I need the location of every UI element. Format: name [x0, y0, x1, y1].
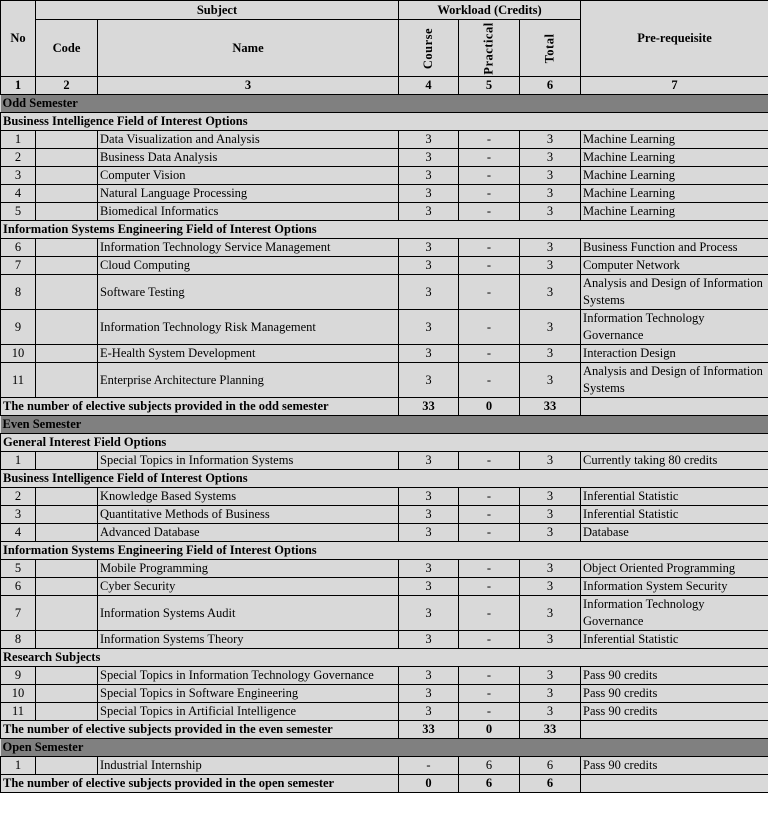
semester-title: Open Semester [1, 739, 768, 757]
total-credits-sum: 6 [520, 775, 581, 793]
row-number: 1 [1, 131, 36, 149]
prerequisite: Analysis and Design of Information Systems [581, 275, 768, 310]
subject-code [36, 345, 98, 363]
total-prerequisite-empty [581, 775, 768, 793]
prerequisite: Interaction Design [581, 345, 768, 363]
subject-name: Information Systems Theory [98, 631, 399, 649]
course-credits: 3 [399, 667, 459, 685]
total-credits: 3 [520, 524, 581, 542]
prerequisite: Machine Learning [581, 203, 768, 221]
practical-credits: - [459, 167, 520, 185]
course-credits: 3 [399, 631, 459, 649]
practical-credits: - [459, 310, 520, 345]
subject-name: Information Technology Service Management [98, 239, 399, 257]
table-row [1, 703, 768, 721]
subject-name: Industrial Internship [98, 757, 399, 775]
total-label: The number of elective subjects provided in the odd semester [1, 398, 399, 416]
subject-name: Special Topics in Information Technology Governance [98, 667, 399, 685]
total-credits: 3 [520, 203, 581, 221]
subject-code [36, 524, 98, 542]
row-number: 2 [1, 488, 36, 506]
prerequisite: Inferential Statistic [581, 506, 768, 524]
course-credits: 3 [399, 452, 459, 470]
table-row [1, 363, 768, 398]
prerequisite: Machine Learning [581, 167, 768, 185]
group-header-row [1, 221, 768, 239]
prerequisite: Business Function and Process [581, 239, 768, 257]
row-number: 10 [1, 685, 36, 703]
subject-code [36, 578, 98, 596]
total-practical-credits: 0 [459, 721, 520, 739]
course-credits: 3 [399, 703, 459, 721]
practical-credits: - [459, 275, 520, 310]
semester-title: Even Semester [1, 416, 768, 434]
semester-header-row [1, 95, 768, 113]
col-number: 1 [1, 77, 36, 95]
practical-credits: - [459, 578, 520, 596]
total-credits: 3 [520, 345, 581, 363]
subject-name: Advanced Database [98, 524, 399, 542]
semester-total-row [1, 398, 768, 416]
total-credits: 3 [520, 560, 581, 578]
total-credits: 3 [520, 596, 581, 631]
group-title: General Interest Field Options [1, 434, 768, 452]
col-number: 6 [520, 77, 581, 95]
prerequisite: Pass 90 credits [581, 685, 768, 703]
subject-code [36, 667, 98, 685]
subject-code [36, 452, 98, 470]
semester-total-row [1, 775, 768, 793]
subject-name: Biomedical Informatics [98, 203, 399, 221]
subject-name: Data Visualization and Analysis [98, 131, 399, 149]
subject-name: Software Testing [98, 275, 399, 310]
prerequisite: Pass 90 credits [581, 757, 768, 775]
total-credits: 3 [520, 703, 581, 721]
prerequisite: Machine Learning [581, 185, 768, 203]
total-prerequisite-empty [581, 398, 768, 416]
total-credits: 3 [520, 310, 581, 345]
subject-code [36, 167, 98, 185]
table-row [1, 275, 768, 310]
row-number: 1 [1, 452, 36, 470]
row-number: 9 [1, 310, 36, 345]
total-credits: 3 [520, 452, 581, 470]
practical-credits: - [459, 506, 520, 524]
course-credits: 3 [399, 185, 459, 203]
total-credits: 3 [520, 631, 581, 649]
table-row [1, 149, 768, 167]
group-header-row [1, 113, 768, 131]
row-number: 5 [1, 203, 36, 221]
header-prerequisite: Pre-requeisite [581, 1, 768, 77]
subject-name: Special Topics in Software Engineering [98, 685, 399, 703]
header-course: Course [399, 20, 459, 77]
table-row [1, 131, 768, 149]
table-row [1, 596, 768, 631]
row-number: 8 [1, 631, 36, 649]
course-credits: 3 [399, 524, 459, 542]
semester-total-row [1, 721, 768, 739]
total-credits: 3 [520, 275, 581, 310]
total-credits-sum: 33 [520, 721, 581, 739]
subject-name: Knowledge Based Systems [98, 488, 399, 506]
prerequisite: Computer Network [581, 257, 768, 275]
course-credits: 3 [399, 488, 459, 506]
course-credits: 3 [399, 203, 459, 221]
course-credits: 3 [399, 167, 459, 185]
header-total: Total [520, 20, 581, 77]
total-practical-credits: 0 [459, 398, 520, 416]
semester-header-row [1, 739, 768, 757]
course-credits: - [399, 757, 459, 775]
table-row [1, 524, 768, 542]
subject-code [36, 275, 98, 310]
subject-name: Business Data Analysis [98, 149, 399, 167]
practical-credits: - [459, 560, 520, 578]
course-credits: 3 [399, 275, 459, 310]
practical-credits: - [459, 631, 520, 649]
subject-name: Information Technology Risk Management [98, 310, 399, 345]
practical-credits: - [459, 363, 520, 398]
prerequisite: Inferential Statistic [581, 631, 768, 649]
header-subject: Subject [36, 1, 399, 20]
prerequisite: Analysis and Design of Information Systems [581, 363, 768, 398]
subject-name: Information Systems Audit [98, 596, 399, 631]
subject-name: Cloud Computing [98, 257, 399, 275]
table-row [1, 506, 768, 524]
table-row [1, 757, 768, 775]
table-row [1, 167, 768, 185]
total-course-credits: 33 [399, 398, 459, 416]
prerequisite: Pass 90 credits [581, 703, 768, 721]
table-row [1, 667, 768, 685]
subject-name: Natural Language Processing [98, 185, 399, 203]
total-prerequisite-empty [581, 721, 768, 739]
row-number: 3 [1, 506, 36, 524]
total-credits: 6 [520, 757, 581, 775]
total-credits: 3 [520, 578, 581, 596]
prerequisite: Machine Learning [581, 149, 768, 167]
total-credits: 3 [520, 185, 581, 203]
row-number: 1 [1, 757, 36, 775]
course-credits: 3 [399, 506, 459, 524]
total-credits: 3 [520, 667, 581, 685]
row-number: 5 [1, 560, 36, 578]
prerequisite: Information System Security [581, 578, 768, 596]
practical-credits: 6 [459, 757, 520, 775]
group-title: Information Systems Engineering Field of Interest Options [1, 221, 768, 239]
group-header-row [1, 470, 768, 488]
table-row [1, 203, 768, 221]
subject-code [36, 685, 98, 703]
semester-title: Odd Semester [1, 95, 768, 113]
subject-name: Cyber Security [98, 578, 399, 596]
prerequisite: Pass 90 credits [581, 667, 768, 685]
practical-credits: - [459, 667, 520, 685]
group-title: Research Subjects [1, 649, 768, 667]
course-credits: 3 [399, 239, 459, 257]
practical-credits: - [459, 257, 520, 275]
practical-credits: - [459, 596, 520, 631]
col-number: 7 [581, 77, 768, 95]
course-credits: 3 [399, 149, 459, 167]
subject-code [36, 257, 98, 275]
row-number: 8 [1, 275, 36, 310]
subject-code [36, 310, 98, 345]
course-credits: 3 [399, 257, 459, 275]
practical-credits: - [459, 703, 520, 721]
subject-name: Special Topics in Artificial Intelligence [98, 703, 399, 721]
prerequisite: Currently taking 80 credits [581, 452, 768, 470]
subject-code [36, 185, 98, 203]
group-header-row [1, 542, 768, 560]
total-credits: 3 [520, 488, 581, 506]
prerequisite: Inferential Statistic [581, 488, 768, 506]
course-credits: 3 [399, 578, 459, 596]
subject-name: Computer Vision [98, 167, 399, 185]
practical-credits: - [459, 685, 520, 703]
subject-code [36, 239, 98, 257]
group-title: Business Intelligence Field of Interest Options [1, 470, 768, 488]
subject-name: Quantitative Methods of Business [98, 506, 399, 524]
prerequisite: Machine Learning [581, 131, 768, 149]
row-number: 11 [1, 703, 36, 721]
subject-code [36, 488, 98, 506]
practical-credits: - [459, 149, 520, 167]
course-credits: 3 [399, 131, 459, 149]
table-row [1, 631, 768, 649]
total-credits: 3 [520, 685, 581, 703]
total-credits: 3 [520, 239, 581, 257]
total-course-credits: 33 [399, 721, 459, 739]
header-practical: Practical [459, 20, 520, 77]
course-credits: 3 [399, 685, 459, 703]
subject-code [36, 596, 98, 631]
table-row [1, 452, 768, 470]
col-number: 2 [36, 77, 98, 95]
group-title: Business Intelligence Field of Interest Options [1, 113, 768, 131]
subject-code [36, 703, 98, 721]
subject-name: E-Health System Development [98, 345, 399, 363]
subject-name: Enterprise Architecture Planning [98, 363, 399, 398]
semester-header-row [1, 416, 768, 434]
practical-credits: - [459, 239, 520, 257]
group-header-row [1, 649, 768, 667]
table-row [1, 310, 768, 345]
row-number: 9 [1, 667, 36, 685]
header-workload: Workload (Credits) [399, 1, 581, 20]
total-label: The number of elective subjects provided in the open semester [1, 775, 399, 793]
subject-name: Mobile Programming [98, 560, 399, 578]
table-row [1, 257, 768, 275]
prerequisite: Database [581, 524, 768, 542]
course-credits: 3 [399, 345, 459, 363]
table-row [1, 560, 768, 578]
course-credits: 3 [399, 596, 459, 631]
table-row [1, 185, 768, 203]
table-row [1, 488, 768, 506]
row-number: 7 [1, 257, 36, 275]
total-credits: 3 [520, 167, 581, 185]
total-label: The number of elective subjects provided in the even semester [1, 721, 399, 739]
subject-code [36, 757, 98, 775]
table-row [1, 345, 768, 363]
practical-credits: - [459, 345, 520, 363]
total-credits-sum: 33 [520, 398, 581, 416]
table-row [1, 578, 768, 596]
total-practical-credits: 6 [459, 775, 520, 793]
header-no: No [1, 1, 36, 77]
row-number: 11 [1, 363, 36, 398]
col-number: 5 [459, 77, 520, 95]
total-credits: 3 [520, 257, 581, 275]
practical-credits: - [459, 488, 520, 506]
table-row [1, 685, 768, 703]
col-number: 4 [399, 77, 459, 95]
total-course-credits: 0 [399, 775, 459, 793]
practical-credits: - [459, 524, 520, 542]
row-number: 6 [1, 578, 36, 596]
total-credits: 3 [520, 149, 581, 167]
prerequisite: Information Technology Governance [581, 310, 768, 345]
row-number: 7 [1, 596, 36, 631]
subject-code [36, 560, 98, 578]
row-number: 6 [1, 239, 36, 257]
row-number: 4 [1, 524, 36, 542]
row-number: 3 [1, 167, 36, 185]
course-credits: 3 [399, 560, 459, 578]
subject-code [36, 203, 98, 221]
group-header-row [1, 434, 768, 452]
row-number: 4 [1, 185, 36, 203]
subject-code [36, 631, 98, 649]
practical-credits: - [459, 185, 520, 203]
subject-code [36, 363, 98, 398]
row-number: 10 [1, 345, 36, 363]
course-credits: 3 [399, 310, 459, 345]
prerequisite: Information Technology Governance [581, 596, 768, 631]
total-credits: 3 [520, 131, 581, 149]
table-row [1, 239, 768, 257]
subject-code [36, 149, 98, 167]
header-name: Name [98, 20, 399, 77]
subject-code [36, 506, 98, 524]
total-credits: 3 [520, 506, 581, 524]
practical-credits: - [459, 203, 520, 221]
header-code: Code [36, 20, 98, 77]
practical-credits: - [459, 131, 520, 149]
prerequisite: Object Oriented Programming [581, 560, 768, 578]
subject-code [36, 131, 98, 149]
col-number: 3 [98, 77, 399, 95]
course-credits: 3 [399, 363, 459, 398]
group-title: Information Systems Engineering Field of Interest Options [1, 542, 768, 560]
total-credits: 3 [520, 363, 581, 398]
practical-credits: - [459, 452, 520, 470]
row-number: 2 [1, 149, 36, 167]
subject-name: Special Topics in Information Systems [98, 452, 399, 470]
